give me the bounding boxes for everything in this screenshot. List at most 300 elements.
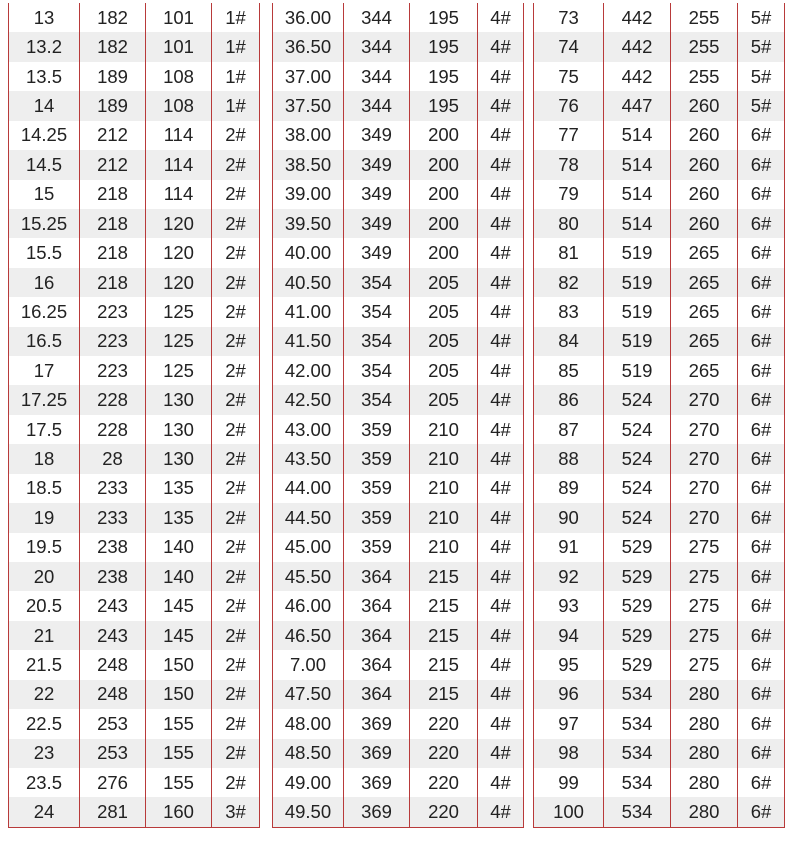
table-cell: 369 [344,797,410,827]
table-cell: 73 [534,3,604,32]
table-cell: 344 [344,3,410,32]
table-cell: 212 [80,150,146,179]
table-cell: 220 [410,768,478,797]
table-cell: 4# [478,32,524,61]
table-row [534,385,785,414]
table-cell: 270 [671,415,738,444]
table-row [9,385,260,414]
table-cell: 265 [671,268,738,297]
table-cell: 4# [478,739,524,768]
table-cell: 260 [671,180,738,209]
table-row [273,533,524,562]
table-cell: 4# [478,768,524,797]
table-cell: 364 [344,562,410,591]
table-row [9,209,260,238]
table-cell: 99 [534,768,604,797]
size-table-body [273,3,524,827]
table-cell: 15.5 [9,238,80,267]
table-cell: 6# [738,268,785,297]
table-cell: 215 [410,680,478,709]
table-cell: 369 [344,709,410,738]
table-cell: 281 [80,797,146,827]
table-cell: 89 [534,474,604,503]
table-row [534,327,785,356]
table-row [9,533,260,562]
table-row [534,621,785,650]
table-cell: 6# [738,797,785,827]
table-row [9,238,260,267]
table-row [273,150,524,179]
table-row [9,327,260,356]
table-cell: 344 [344,32,410,61]
table-cell: 17.25 [9,385,80,414]
table-row [9,415,260,444]
table-cell: 524 [604,444,671,473]
table-row [9,474,260,503]
table-cell: 218 [80,268,146,297]
table-cell: 44.00 [273,474,344,503]
table-cell: 140 [146,533,212,562]
table-cell: 524 [604,385,671,414]
table-row [534,238,785,267]
table-cell: 6# [738,209,785,238]
table-row [273,327,524,356]
table-cell: 4# [478,797,524,827]
table-cell: 87 [534,415,604,444]
table-cell: 16.5 [9,327,80,356]
table-cell: 22.5 [9,709,80,738]
table-row [9,503,260,532]
table-cell: 2# [212,444,260,473]
table-cell: 270 [671,503,738,532]
table-cell: 265 [671,238,738,267]
table-cell: 524 [604,503,671,532]
table-cell: 97 [534,709,604,738]
table-row [273,709,524,738]
table-cell: 44.50 [273,503,344,532]
table-cell: 364 [344,680,410,709]
table-cell: 255 [671,62,738,91]
table-cell: 6# [738,650,785,679]
table-cell: 218 [80,209,146,238]
table-cell: 215 [410,621,478,650]
table-cell: 534 [604,739,671,768]
table-row [273,385,524,414]
table-cell: 4# [478,3,524,32]
table-cell: 130 [146,444,212,473]
table-row [9,562,260,591]
table-cell: 4# [478,150,524,179]
table-row [273,91,524,120]
table-cell: 182 [80,32,146,61]
table-cell: 195 [410,3,478,32]
table-cell: 534 [604,768,671,797]
table-cell: 359 [344,503,410,532]
table-cell: 215 [410,562,478,591]
table-cell: 205 [410,327,478,356]
table-row [273,3,524,32]
table-row [534,591,785,620]
table-row [273,297,524,326]
table-cell: 265 [671,356,738,385]
table-row [9,91,260,120]
table-cell: 519 [604,297,671,326]
table-cell: 6# [738,562,785,591]
table-cell: 7.00 [273,650,344,679]
table-cell: 94 [534,621,604,650]
table-cell: 534 [604,680,671,709]
table-cell: 47.50 [273,680,344,709]
table-row [534,739,785,768]
table-row [534,3,785,32]
table-cell: 2# [212,533,260,562]
table-cell: 354 [344,356,410,385]
table-cell: 280 [671,797,738,827]
table-cell: 85 [534,356,604,385]
table-cell: 6# [738,709,785,738]
table-cell: 6# [738,680,785,709]
table-cell: 442 [604,3,671,32]
table-cell: 248 [80,650,146,679]
table-cell: 4# [478,327,524,356]
table-cell: 6# [738,591,785,620]
table-cell: 1# [212,91,260,120]
table-cell: 42.00 [273,356,344,385]
table-cell: 120 [146,268,212,297]
table-row [9,709,260,738]
table-cell: 40.50 [273,268,344,297]
table-row [9,768,260,797]
table-cell: 6# [738,503,785,532]
table-cell: 4# [478,503,524,532]
table-cell: 220 [410,739,478,768]
table-row [273,768,524,797]
table-row [273,268,524,297]
table-cell: 2# [212,768,260,797]
table-cell: 442 [604,32,671,61]
table-cell: 442 [604,62,671,91]
table-cell: 4# [478,709,524,738]
table-row [9,150,260,179]
table-row [534,91,785,120]
table-cell: 354 [344,297,410,326]
table-row [273,650,524,679]
table-row [534,180,785,209]
table-row [273,62,524,91]
table-cell: 2# [212,562,260,591]
table-row [273,739,524,768]
table-cell: 150 [146,650,212,679]
table-cell: 16.25 [9,297,80,326]
table-cell: 253 [80,739,146,768]
table-cell: 1# [212,32,260,61]
table-cell: 275 [671,533,738,562]
table-cell: 189 [80,91,146,120]
table-cell: 2# [212,385,260,414]
table-cell: 20 [9,562,80,591]
table-cell: 130 [146,415,212,444]
table-cell: 20.5 [9,591,80,620]
table-cell: 243 [80,591,146,620]
table-cell: 4# [478,121,524,150]
table-row [9,591,260,620]
table-cell: 114 [146,180,212,209]
table-cell: 75 [534,62,604,91]
table-cell: 205 [410,385,478,414]
table-cell: 514 [604,150,671,179]
table-cell: 82 [534,268,604,297]
table-cell: 2# [212,180,260,209]
table-cell: 260 [671,121,738,150]
table-row [9,680,260,709]
table-cell: 218 [80,238,146,267]
table-cell: 125 [146,356,212,385]
table-cell: 45.50 [273,562,344,591]
table-cell: 200 [410,121,478,150]
table-cell: 2# [212,503,260,532]
table-row [273,591,524,620]
table-cell: 16 [9,268,80,297]
table-cell: 275 [671,621,738,650]
table-cell: 260 [671,91,738,120]
table-row [534,503,785,532]
table-cell: 205 [410,268,478,297]
table-cell: 78 [534,150,604,179]
table-cell: 238 [80,562,146,591]
table-cell: 83 [534,297,604,326]
table-cell: 6# [738,415,785,444]
table-cell: 145 [146,591,212,620]
table-cell: 4# [478,91,524,120]
table-cell: 215 [410,591,478,620]
size-table-body [534,3,785,827]
table-row [273,621,524,650]
table-cell: 275 [671,562,738,591]
table-cell: 2# [212,209,260,238]
table-cell: 529 [604,650,671,679]
table-row [273,503,524,532]
table-row [9,356,260,385]
table-cell: 195 [410,91,478,120]
table-cell: 223 [80,297,146,326]
table-cell: 74 [534,32,604,61]
table-cell: 195 [410,62,478,91]
table-cell: 349 [344,180,410,209]
size-table-body [9,3,260,827]
table-cell: 514 [604,180,671,209]
table-cell: 3# [212,797,260,827]
table-cell: 4# [478,591,524,620]
table-cell: 359 [344,444,410,473]
table-cell: 270 [671,385,738,414]
table-row [534,268,785,297]
table-cell: 2# [212,739,260,768]
table-cell: 81 [534,238,604,267]
table-cell: 130 [146,385,212,414]
table-cell: 200 [410,209,478,238]
table-cell: 270 [671,444,738,473]
table-cell: 514 [604,121,671,150]
table-cell: 534 [604,797,671,827]
table-cell: 529 [604,621,671,650]
table-cell: 276 [80,768,146,797]
table-cell: 4# [478,180,524,209]
table-row [273,474,524,503]
table-row [9,268,260,297]
table-row [273,238,524,267]
table-cell: 43.50 [273,444,344,473]
table-cell: 344 [344,91,410,120]
table-cell: 223 [80,356,146,385]
table-row [273,356,524,385]
table-row [273,415,524,444]
table-cell: 13 [9,3,80,32]
table-cell: 14.5 [9,150,80,179]
table-cell: 4# [478,209,524,238]
table-cell: 2# [212,150,260,179]
table-cell: 223 [80,327,146,356]
table-cell: 369 [344,768,410,797]
table-row [9,297,260,326]
table-cell: 15 [9,180,80,209]
table-cell: 18.5 [9,474,80,503]
table-cell: 4# [478,356,524,385]
table-row [9,121,260,150]
table-cell: 120 [146,209,212,238]
table-cell: 14 [9,91,80,120]
table-cell: 125 [146,297,212,326]
table-cell: 18 [9,444,80,473]
table-cell: 41.50 [273,327,344,356]
table-row [534,533,785,562]
table-cell: 36.00 [273,3,344,32]
table-cell: 243 [80,621,146,650]
table-cell: 349 [344,238,410,267]
table-cell: 6# [738,444,785,473]
table-cell: 4# [478,297,524,326]
table-cell: 364 [344,650,410,679]
size-table-2 [272,3,524,828]
table-cell: 212 [80,121,146,150]
table-cell: 86 [534,385,604,414]
table-cell: 228 [80,415,146,444]
table-cell: 260 [671,209,738,238]
table-cell: 38.00 [273,121,344,150]
table-cell: 49.50 [273,797,344,827]
table-cell: 98 [534,739,604,768]
table-row [9,621,260,650]
table-row [534,356,785,385]
table-row [273,180,524,209]
table-row [534,297,785,326]
table-cell: 28 [80,444,146,473]
table-cell: 280 [671,680,738,709]
table-cell: 95 [534,650,604,679]
table-row [273,797,524,827]
table-cell: 6# [738,238,785,267]
table-cell: 92 [534,562,604,591]
table-cell: 200 [410,238,478,267]
table-row [534,121,785,150]
table-cell: 6# [738,297,785,326]
table-cell: 4# [478,268,524,297]
table-row [9,739,260,768]
table-cell: 275 [671,591,738,620]
table-cell: 150 [146,680,212,709]
table-cell: 17 [9,356,80,385]
table-cell: 447 [604,91,671,120]
table-cell: 359 [344,533,410,562]
table-cell: 364 [344,621,410,650]
table-cell: 280 [671,709,738,738]
table-cell: 529 [604,562,671,591]
table-cell: 36.50 [273,32,344,61]
table-cell: 280 [671,768,738,797]
table-cell: 39.50 [273,209,344,238]
table-cell: 6# [738,150,785,179]
table-cell: 79 [534,180,604,209]
table-cell: 255 [671,32,738,61]
table-cell: 19 [9,503,80,532]
table-cell: 248 [80,680,146,709]
table-cell: 80 [534,209,604,238]
table-cell: 14.25 [9,121,80,150]
table-cell: 4# [478,562,524,591]
table-cell: 354 [344,327,410,356]
table-cell: 215 [410,650,478,679]
table-row [273,562,524,591]
table-row [534,562,785,591]
table-cell: 6# [738,474,785,503]
table-cell: 114 [146,121,212,150]
table-cell: 76 [534,91,604,120]
table-cell: 2# [212,356,260,385]
table-cell: 43.00 [273,415,344,444]
table-cell: 364 [344,591,410,620]
table-cell: 519 [604,356,671,385]
table-cell: 359 [344,474,410,503]
size-table-3 [533,3,785,828]
table-cell: 39.00 [273,180,344,209]
table-cell: 182 [80,3,146,32]
table-cell: 38.50 [273,150,344,179]
table-cell: 21 [9,621,80,650]
table-row [9,62,260,91]
table-cell: 253 [80,709,146,738]
table-row [534,150,785,179]
table-cell: 359 [344,415,410,444]
table-row [534,474,785,503]
table-cell: 210 [410,444,478,473]
table-row [9,444,260,473]
table-row [534,650,785,679]
table-cell: 4# [478,650,524,679]
table-cell: 195 [410,32,478,61]
table-cell: 6# [738,739,785,768]
table-cell: 205 [410,297,478,326]
table-row [534,797,785,827]
table-cell: 200 [410,180,478,209]
table-cell: 21.5 [9,650,80,679]
table-cell: 22 [9,680,80,709]
table-cell: 91 [534,533,604,562]
table-cell: 135 [146,503,212,532]
table-cell: 96 [534,680,604,709]
table-row [534,415,785,444]
table-cell: 4# [478,474,524,503]
table-cell: 1# [212,3,260,32]
table-cell: 354 [344,385,410,414]
